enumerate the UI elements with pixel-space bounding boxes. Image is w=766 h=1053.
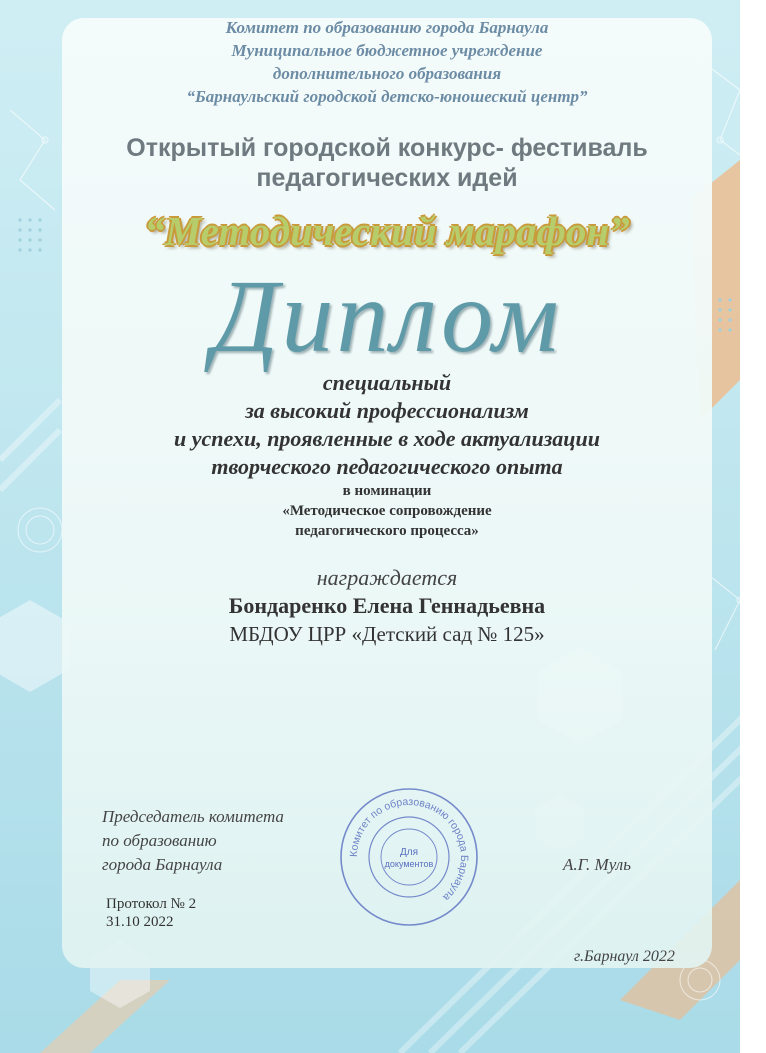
recipient-name: Бондаренко Елена Геннадьевна [228, 593, 546, 618]
official-stamp [338, 786, 480, 928]
contest-name: “Методический марафон” [144, 208, 630, 254]
stamp-center-line-2: документов [384, 859, 434, 869]
stamp-center-line-1: Для [399, 847, 419, 858]
organization-line-2: Муниципальное бюджетное учреждение [231, 41, 543, 60]
contest-title-line-1: Открытый городской конкурс- фестиваль [126, 134, 648, 162]
place-year: г.Барнаул 2022 [574, 948, 675, 965]
hexagon-left [0, 600, 70, 692]
organization-line-1: Комитет по образованию города Барнаула [225, 18, 549, 37]
organization-line-3: дополнительного образования [272, 64, 502, 83]
diploma-title: Диплом [212, 259, 562, 374]
scan-margin [740, 0, 766, 1053]
award-line-3: и успехи, проявленные в ходе актуализации [173, 426, 600, 451]
dot-grid-left [18, 218, 41, 251]
nomination-line-2: педагогического процесса» [295, 523, 479, 539]
contest-title-line-2: педагогических идей [256, 164, 518, 192]
award-line-4: творческого педагогического опыта [211, 454, 563, 479]
awarded-word: награждается [316, 565, 458, 590]
nomination-intro: в номинации [342, 483, 432, 499]
protocol-number: Протокол № 2 [106, 896, 197, 912]
nomination-line-1: «Методическое сопровождение [282, 503, 492, 519]
organization-line-4: “Барнаульский городской детско-юношеский центр” [186, 87, 588, 106]
signatory-title-line-2: по образованию [102, 831, 217, 850]
signatory-name: А.Г. Муль [563, 855, 631, 874]
signatory-title-line-3: города Барнаула [102, 855, 223, 874]
stamp-ring-text: Комитет по образованию города Барнаула [347, 795, 471, 904]
award-line-1: специальный [322, 370, 452, 395]
recipient-institution: МБДОУ ЦРР «Детский сад № 125» [229, 622, 545, 646]
signatory-title-line-1: Председатель комитета [102, 807, 284, 826]
award-line-2: за высокий профессионализм [245, 398, 529, 423]
protocol-date: 31.10 2022 [106, 914, 174, 930]
